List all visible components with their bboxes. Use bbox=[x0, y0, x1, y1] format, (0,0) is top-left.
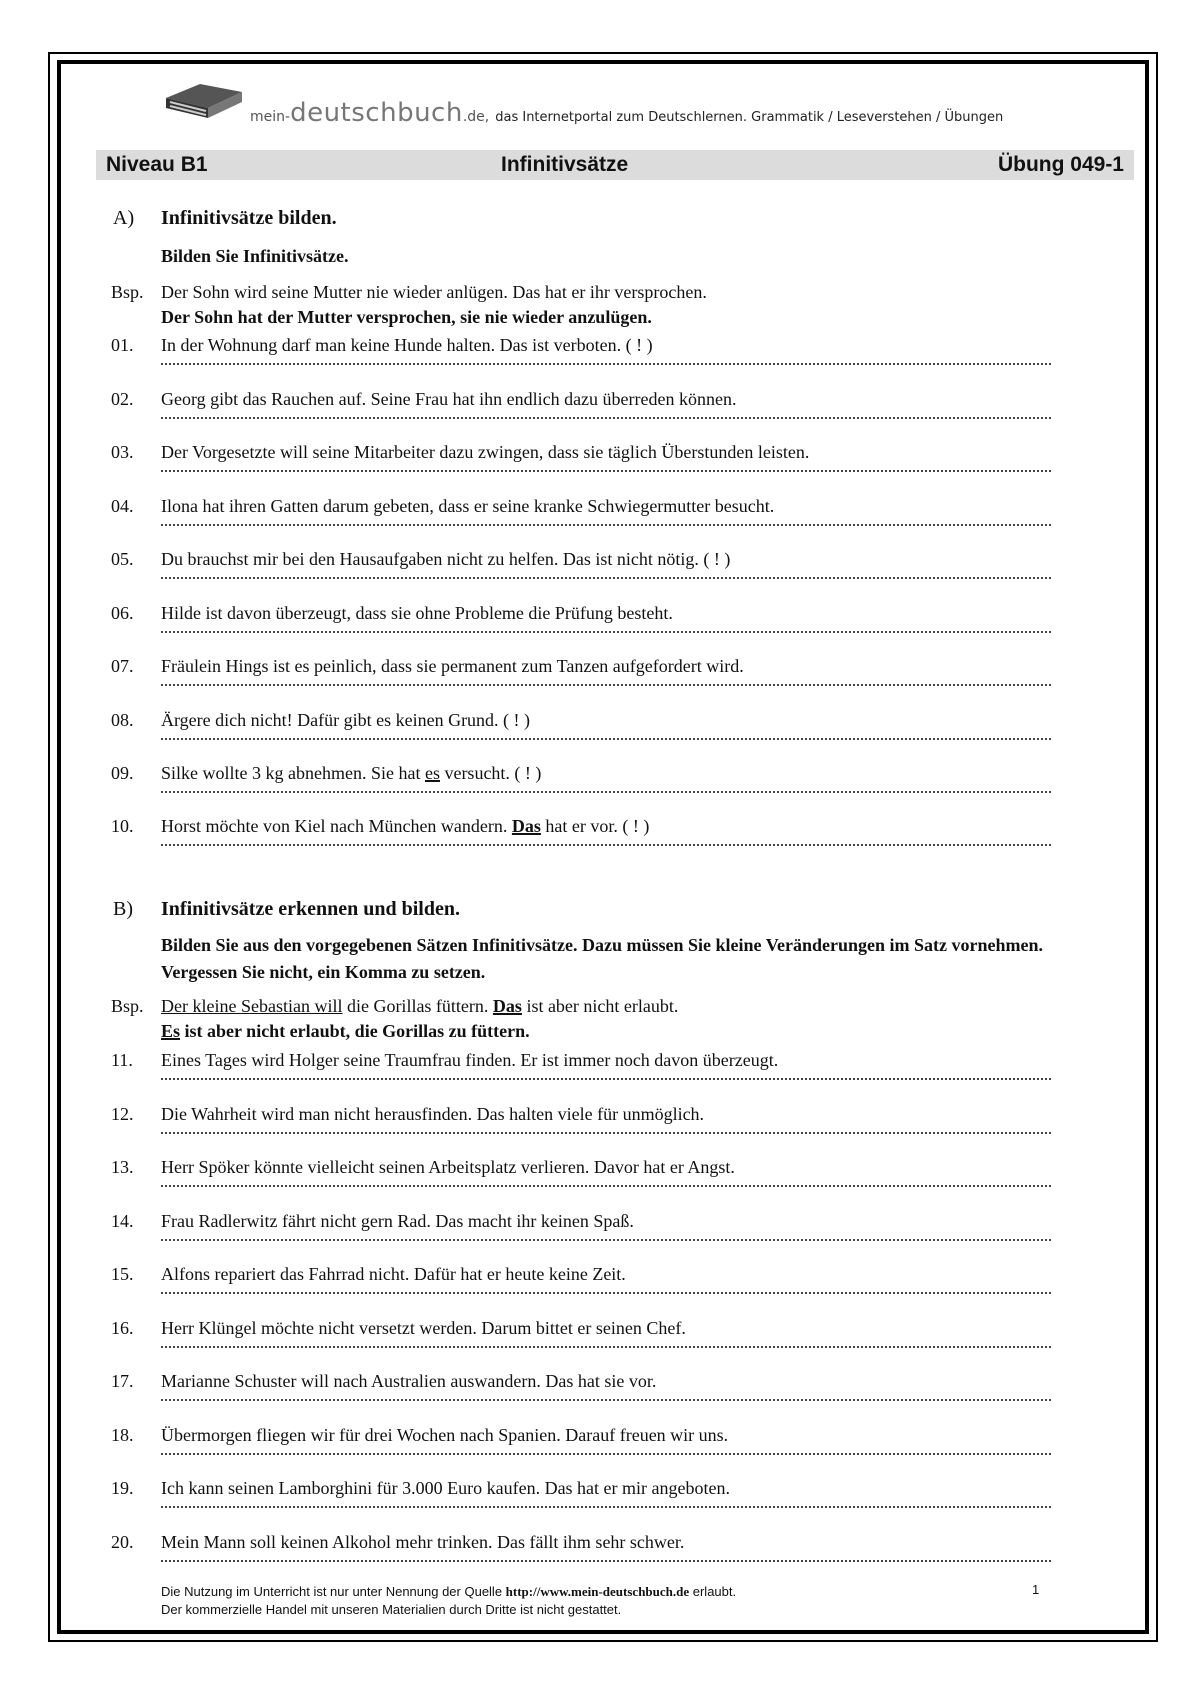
exercise-item bbox=[0, 1157, 1200, 1209]
answer-line[interactable] bbox=[161, 627, 1051, 633]
exercise-item bbox=[0, 549, 1200, 601]
exercise-item bbox=[0, 389, 1200, 441]
item-text: Marianne Schuster will nach Australien auswandern. Das hat sie vor. bbox=[161, 1371, 657, 1391]
item-num: 15. bbox=[111, 1264, 134, 1284]
item-num: 08. bbox=[111, 709, 134, 730]
answer-line[interactable] bbox=[161, 1181, 1051, 1187]
exercise-item bbox=[0, 816, 1200, 868]
books-logo-icon bbox=[160, 78, 248, 122]
item-text: Georg gibt das Rauchen auf. Seine Frau hat ihn endlich dazu überreden können. bbox=[161, 388, 737, 409]
answer-line[interactable] bbox=[161, 1074, 1051, 1080]
answer-line[interactable] bbox=[161, 1235, 1051, 1241]
level-label: Niveau B1 bbox=[106, 153, 208, 176]
item-num: 01. bbox=[111, 335, 134, 355]
item-text: Fräulein Hings ist es peinlich, dass sie permanent zum Tanzen aufgefordert wird. bbox=[161, 656, 744, 676]
brand-prefix: mein- bbox=[250, 109, 291, 125]
item-num: 04. bbox=[111, 495, 134, 516]
item-text: Der Vorgesetzte will seine Mitarbeiter dazu zwingen, dass sie täglich Überstunden leisten. bbox=[161, 442, 810, 462]
item-text: Übermorgen fliegen wir für drei Wochen nach Spanien. Darauf freuen wir uns. bbox=[161, 1424, 729, 1445]
answer-line[interactable] bbox=[161, 1342, 1051, 1348]
answer-line[interactable] bbox=[161, 1395, 1051, 1401]
item-num: 03. bbox=[111, 442, 134, 462]
item-num: 02. bbox=[111, 388, 134, 409]
item-num: 16. bbox=[111, 1317, 134, 1338]
page-number: 1 bbox=[1032, 1582, 1040, 1597]
item-text: Horst möchte von Kiel nach München wandern. Das hat er vor. ( ! ) bbox=[161, 816, 650, 836]
item-text: Ärgere dich nicht! Dafür gibt es keinen Grund. ( ! ) bbox=[161, 709, 531, 730]
exercise-item bbox=[0, 1371, 1200, 1423]
answer-line[interactable] bbox=[161, 466, 1051, 472]
item-text: Hilde ist davon überzeugt, dass sie ohne Probleme die Prüfung besteht. bbox=[161, 602, 673, 623]
answer-line[interactable] bbox=[161, 359, 1051, 365]
exercise-item bbox=[0, 710, 1200, 762]
brand-suffix: .de, bbox=[462, 109, 490, 125]
exercise-item bbox=[0, 1425, 1200, 1477]
exercise-item bbox=[0, 1264, 1200, 1316]
example-num: Bsp. bbox=[111, 996, 144, 1016]
answer-line[interactable] bbox=[161, 840, 1051, 846]
answer-line[interactable] bbox=[161, 734, 1051, 740]
section-b-label: B) bbox=[113, 898, 133, 920]
item-num: 05. bbox=[111, 549, 134, 569]
item-num: 20. bbox=[111, 1531, 134, 1552]
answer-line[interactable] bbox=[161, 680, 1051, 686]
answer-line[interactable] bbox=[161, 1556, 1051, 1562]
answer-line[interactable] bbox=[161, 520, 1051, 526]
underlined-word: es bbox=[424, 763, 440, 783]
item-num: 12. bbox=[111, 1103, 134, 1124]
brand-main: deutschbuch bbox=[290, 98, 463, 128]
item-num: 19. bbox=[111, 1478, 134, 1498]
exercise-item bbox=[0, 763, 1200, 815]
item-num: 10. bbox=[111, 816, 134, 836]
underlined-word: Das bbox=[511, 816, 541, 836]
topic-title: Infinitivsätze bbox=[501, 153, 629, 176]
item-num: 11. bbox=[111, 1050, 133, 1070]
item-text: In der Wohnung darf man keine Hunde halten. Das ist verboten. ( ! ) bbox=[161, 335, 653, 355]
exercise-item bbox=[0, 496, 1200, 548]
example-answer: Es ist aber nicht erlaubt, die Gorillas zu füttern. bbox=[161, 1021, 530, 1041]
item-text: Du brauchst mir bei den Hausaufgaben nicht zu helfen. Das ist nicht nötig. ( ! ) bbox=[161, 549, 731, 569]
item-num: 14. bbox=[111, 1210, 134, 1231]
footer bbox=[161, 1583, 1061, 1619]
exercise-item bbox=[0, 1211, 1200, 1263]
example-text: Der Sohn wird seine Mutter nie wieder anlügen. Das hat er ihr versprochen. bbox=[161, 282, 707, 302]
item-num: 17. bbox=[111, 1371, 134, 1391]
exercise-item bbox=[0, 656, 1200, 708]
item-text: Silke wollte 3 kg abnehmen. Sie hat es versucht. ( ! ) bbox=[161, 763, 542, 783]
section-a-instruction: Bilden Sie Infinitivsätze. bbox=[161, 246, 349, 266]
item-num: 18. bbox=[111, 1424, 134, 1445]
brand-tagline: das Internetportal zum Deutschlernen. Grammatik / Leseverstehen / Übungen bbox=[495, 110, 1004, 125]
item-num: 09. bbox=[111, 763, 134, 783]
exercise-item bbox=[0, 1050, 1200, 1102]
source-url[interactable]: http://www.mein-deutschbuch.de bbox=[505, 1584, 690, 1599]
item-num: 06. bbox=[111, 602, 134, 623]
item-text: Frau Radlerwitz fährt nicht gern Rad. Das macht ihr keinen Spaß. bbox=[161, 1210, 634, 1231]
answer-line[interactable] bbox=[161, 1288, 1051, 1294]
exercise-number: Übung 049-1 bbox=[997, 153, 1124, 176]
footer-line-2: Der kommerzielle Handel mit unseren Materialien durch Dritte ist nicht gestattet. bbox=[161, 1602, 622, 1617]
exercise-item bbox=[0, 1532, 1200, 1584]
item-text: Die Wahrheit wird man nicht herausfinden. Das halten viele für unmöglich. bbox=[161, 1103, 705, 1124]
answer-line[interactable] bbox=[161, 787, 1051, 793]
exercise-item bbox=[0, 335, 1200, 387]
answer-line[interactable] bbox=[161, 1128, 1051, 1134]
item-text: Eines Tages wird Holger seine Traumfrau finden. Er ist immer noch davon überzeugt. bbox=[161, 1050, 779, 1070]
level-bar bbox=[96, 150, 1134, 180]
item-num: 13. bbox=[111, 1157, 134, 1177]
answer-line[interactable] bbox=[161, 413, 1051, 419]
section-a-title: Infinitivsätze bilden. bbox=[161, 207, 337, 229]
item-text: Mein Mann soll keinen Alkohol mehr trinken. Das fällt ihm sehr schwer. bbox=[161, 1531, 685, 1552]
item-text: Ich kann seinen Lamborghini für 3.000 Euro kaufen. Das hat er mir angeboten. bbox=[161, 1478, 730, 1498]
section-b-example bbox=[0, 996, 1200, 1048]
answer-line[interactable] bbox=[161, 1449, 1051, 1455]
example-answer: Der Sohn hat der Mutter versprochen, sie nie wieder anzulügen. bbox=[161, 307, 652, 327]
exercise-item bbox=[0, 1318, 1200, 1370]
exercise-item bbox=[0, 1104, 1200, 1156]
item-text: Ilona hat ihren Gatten darum gebeten, dass er seine kranke Schwiegermutter besucht. bbox=[161, 495, 775, 516]
exercise-item bbox=[0, 1478, 1200, 1530]
answer-line[interactable] bbox=[161, 573, 1051, 579]
section-a-label: A) bbox=[113, 207, 135, 229]
item-text: Alfons repariert das Fahrrad nicht. Dafür hat er heute keine Zeit. bbox=[161, 1264, 626, 1284]
exercise-item bbox=[0, 603, 1200, 655]
item-num: 07. bbox=[111, 656, 134, 676]
site-brand bbox=[250, 98, 1003, 128]
footer-line-1: Die Nutzung im Unterricht ist nur unter Nennung der Quelle http://www.mein-deutschbuch.de erlaubt. bbox=[161, 1584, 737, 1599]
exercise-item bbox=[0, 442, 1200, 494]
item-text: Herr Spöker könnte vielleicht seinen Arbeitsplatz verlieren. Davor hat er Angst. bbox=[161, 1157, 735, 1177]
site-header bbox=[160, 74, 1060, 134]
item-text: Herr Klüngel möchte nicht versetzt werden. Darum bittet er seinen Chef. bbox=[161, 1317, 686, 1338]
example-num: Bsp. bbox=[111, 282, 144, 302]
section-b-instruction: Bilden Sie aus den vorgegebenen Sätzen Infinitivsätze. Dazu müssen Sie kleine Veränderungen im Satz vornehmen. Vergessen Sie nicht, ein Komma zu setzen. bbox=[161, 935, 1044, 982]
section-a-example bbox=[0, 282, 1200, 334]
answer-line[interactable] bbox=[161, 1502, 1051, 1508]
section-b-title: Infinitivsätze erkennen und bilden. bbox=[161, 898, 460, 920]
example-text: Der kleine Sebastian will die Gorillas füttern. Das ist aber nicht erlaubt. bbox=[161, 996, 679, 1016]
